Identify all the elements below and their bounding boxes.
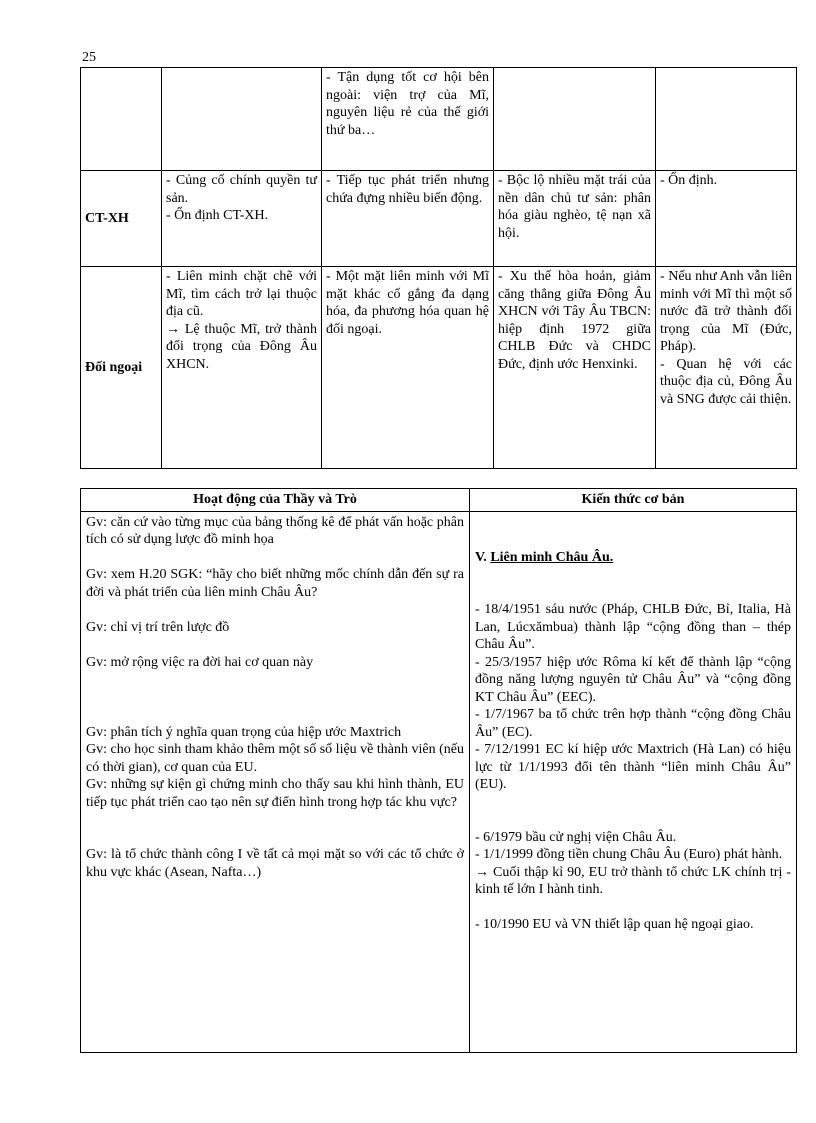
cell-text: - Quan hệ với các thuộc địa củ, Đông Âu và SNG được cải thiện. — [660, 356, 792, 407]
activity-item: Gv: cho học sinh tham khảo thêm một số số liệu về thành viên (nếu có thời gian), cơ quan của EU. — [86, 742, 464, 775]
lesson-body-row — [81, 511, 797, 1052]
cell — [162, 267, 322, 469]
section-prefix: V. — [475, 549, 487, 565]
lesson-header-row — [81, 489, 797, 512]
comparison-table — [80, 67, 797, 469]
activity-item: Gv: phân tích ý nghĩa quan trọng của hiệp ước Maxtrich — [86, 724, 402, 740]
header-activities: Hoạt động của Thầy và Trò — [81, 489, 470, 512]
cell — [322, 171, 494, 267]
cell-text: - Xu thế hòa hoản, giảm căng thẳng giữa Đông Âu XHCN với Tây Âu TBCN: hiệp định 1972 giữa CHLB Đức và CHDC Đức, định ước Henxinki. — [498, 269, 651, 372]
cell-empty — [162, 68, 322, 171]
activity-item: Gv: là tổ chức thành công I về tất cả mọi mặt so với các tổ chức ở khu vực khác (Asean, Nafta…) — [86, 847, 464, 880]
knowledge-item: - 1/7/1967 ba tổ chức trên hợp thành “cộng đồng Châu Âu” (EC). — [475, 707, 791, 740]
cell-text: - Tiếp tục phát triển nhưng chứa đựng nhiều biến động. — [326, 173, 489, 206]
activity-item: Gv: xem H.20 SGK: “hãy cho biết những mốc chính dẫn đến sự ra đời và phát triển của liên minh Châu Âu? — [86, 567, 464, 600]
knowledge-item: - 25/3/1957 hiệp ước Rôma kí kết để thành lập “cộng đồng năng lượng nguyên tử Châu Âu” và “cộng đồng KT Châu Âu” (EEC). — [475, 654, 791, 705]
cell — [656, 171, 797, 267]
cell-text: → Lệ thuộc Mĩ, trở thành đối trọng của Đông Âu XHCN. — [166, 321, 317, 372]
knowledge-item: - 10/1990 EU và VN thiết lập quan hệ ngoại giao. — [475, 917, 754, 932]
table-row — [81, 68, 797, 171]
cell-text: - Một mặt liên minh với Mĩ mặt khác cố gắng đa dạng hóa, đa phương hóa quan hệ đối ngoại. — [326, 269, 489, 337]
row-label — [81, 68, 162, 171]
cell-opportunity — [322, 68, 494, 171]
knowledge-item: - 6/1979 bầu cử nghị viện Châu Âu. — [475, 829, 677, 845]
cell-text: - Ổn định. — [660, 173, 718, 188]
row-label-doi-ngoai: Đối ngoại — [81, 267, 162, 469]
knowledge-item: - 7/12/1991 EC kí hiệp ước Maxtrich (Hà Lan) có hiệu lực từ 1/1/1993 đổi tên thành “liên minh Châu Âu” (EU). — [475, 742, 791, 792]
row-label-ctxh: CT-XH — [81, 171, 162, 267]
page-number: 25 — [82, 50, 96, 65]
cell-text: - Tận dụng tốt cơ hội bên ngoài: viện trợ của Mĩ, nguyên liệu rẻ của thế giới thứ ba… — [326, 70, 489, 138]
activity-item: Gv: căn cứ vào từng mục của bảng thống kê để phát vấn hoặc phân tích có sử dụng lược đồ minh họa — [86, 514, 464, 547]
knowledge-item: - 1/1/1999 đồng tiền chung Châu Âu (Euro) phát hành. — [475, 847, 783, 862]
cell — [656, 267, 797, 469]
cell-text: - Liên minh chặt chẽ với Mĩ, tìm cách trở lại thuộc địa cũ. — [166, 269, 317, 319]
cell — [162, 171, 322, 267]
cell — [322, 267, 494, 469]
knowledge-item: → Cuối thập kỉ 90, EU trở thành tổ chức LK chính trị - kinh tế lớn I hành tinh. — [475, 864, 791, 897]
activity-item: Gv: những sự kiện gì chứng minh cho thấy sau khi hình thành, EU tiếp tục phát triển cao tạo nên sự điển hình trong hợp tác khu vực? — [86, 777, 464, 810]
knowledge-column — [470, 511, 797, 1052]
knowledge-item: - 18/4/1951 sáu nước (Pháp, CHLB Đức, Bỉ, Italia, Hà Lan, Lúcxămbua) thành lập “cộng đồng than – thép Châu Âu”. — [475, 602, 791, 652]
cell — [494, 267, 656, 469]
cell-text: - Củng cố chính quyền tư sản. — [166, 173, 317, 206]
cell-empty — [656, 68, 797, 171]
header-knowledge: Kiến thức cơ bản — [470, 489, 797, 512]
section-heading — [475, 549, 791, 567]
lesson-table — [80, 488, 797, 1053]
table-row — [81, 267, 797, 469]
table-row — [81, 171, 797, 267]
activity-item: Gv: chỉ vị trí trên lược đồ — [86, 619, 230, 635]
cell-text: - Bộc lộ nhiều mặt trái của nền dân chủ tư sản: phân hóa giàu nghèo, tệ nạn xã hội. — [498, 173, 651, 241]
cell-empty — [494, 68, 656, 171]
cell-text: - Nếu như Anh vẫn liên minh với Mĩ thì một số nước đã trở thành đối trọng của Mĩ (Đức, Pháp). — [660, 269, 792, 354]
activities-column — [81, 511, 470, 1052]
cell-text: - Ổn định CT-XH. — [166, 208, 269, 223]
cell — [494, 171, 656, 267]
activity-item: Gv: mở rộng việc ra đời hai cơ quan này — [86, 654, 314, 670]
section-title: Liên minh Châu Âu. — [490, 549, 614, 565]
